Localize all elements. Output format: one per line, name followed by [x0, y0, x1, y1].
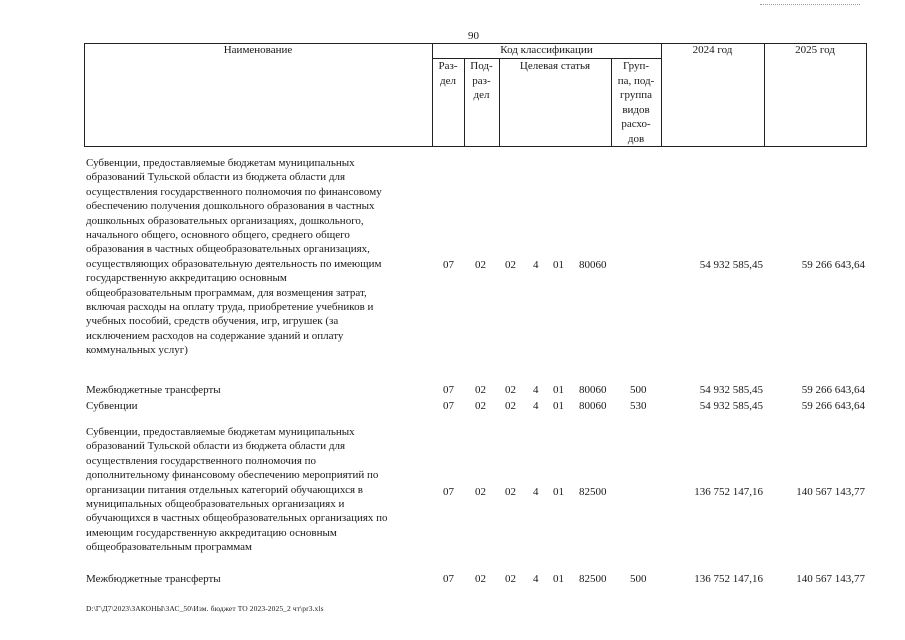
row-2024: 136 752 147,16 [694, 486, 763, 498]
row-target-2: 4 [533, 384, 539, 396]
row-podrazdel: 02 [475, 400, 486, 412]
row-2024: 54 932 585,45 [699, 400, 763, 412]
header-code-group: Код классификации [500, 44, 593, 56]
header-name: Наименование [223, 44, 293, 56]
row-razdel: 07 [443, 400, 454, 412]
row-target-1: 02 [505, 384, 516, 396]
header-podrazdel: Под- раз- дел [470, 60, 493, 101]
row-razdel: 07 [443, 573, 454, 585]
row-2025: 59 266 643,64 [801, 400, 865, 412]
row-2025: 59 266 643,64 [801, 384, 865, 396]
file-path-footer: D:\Г\Д7\2023\ЗАКОНЫ\ЗАС_50\Изм. бюджет ТО 2023-2025_2 чт\pr3.xls [86, 604, 324, 613]
row-target-4: 80060 [579, 400, 607, 412]
header-target: Целевая статья [519, 60, 591, 72]
row-podrazdel: 02 [475, 384, 486, 396]
row-podrazdel: 02 [475, 573, 486, 585]
row-group: 500 [630, 573, 647, 585]
row-target-2: 4 [533, 573, 539, 585]
row-target-3: 01 [553, 573, 564, 585]
row-target-2: 4 [533, 259, 539, 271]
row-podrazdel: 02 [475, 259, 486, 271]
row-target-2: 4 [533, 400, 539, 412]
row-2025: 140 567 143,77 [796, 573, 865, 585]
row-target-1: 02 [505, 400, 516, 412]
row-target-1: 02 [505, 259, 516, 271]
row-2024: 136 752 147,16 [694, 573, 763, 585]
header-2025: 2025 год [795, 44, 835, 56]
page-number: 90 [468, 30, 479, 42]
row-name: Субвенции, предоставляемые бюджетам муниципальных образований Тульской области из бюджета области для осуществления государственного полномочия по финансовому обеспечению получения дошкольного образования в частных дошкольных образовательных организациях, дошкольного, начального общего, основного общего, среднего общего образования в частных общеобразовательных организациях, осуществляющих образовательную деятельность по имеющим государственную аккредитацию основным общеобразовательным программам, для возмещения затрат, включая расходы на оплату труда, приобретение учебников и учебных пособий, средств обучения, игр, игрушек (за исключением расходов на содержание зданий и оплату коммунальных услуг) [86, 157, 382, 357]
top-scan-mark [760, 4, 860, 11]
row-target-1: 02 [505, 573, 516, 585]
row-target-3: 01 [553, 486, 564, 498]
row-target-2: 4 [533, 486, 539, 498]
row-target-3: 01 [553, 400, 564, 412]
row-name: Межбюджетные трансферты [86, 384, 221, 396]
row-name: Субвенции [86, 400, 138, 412]
row-razdel: 07 [443, 486, 454, 498]
row-target-4: 80060 [579, 259, 607, 271]
row-podrazdel: 02 [475, 486, 486, 498]
header-2024: 2024 год [692, 44, 733, 56]
row-group: 500 [630, 384, 647, 396]
row-name: Субвенции, предоставляемые бюджетам муниципальных образований Тульской области из бюджета области для осуществления государственного полномочия по дополнительному финансовому обеспечению мероприятий по организации питания отдельных категорий обучающихся в муниципальных общеобразовательных организациях и обучающихся в частных общеобразовательных организациях по имеющим государственную аккредитацию основным общеобразовательным программам [86, 426, 388, 554]
row-2025: 59 266 643,64 [801, 259, 865, 271]
row-target-4: 82500 [579, 486, 607, 498]
row-target-3: 01 [553, 384, 564, 396]
row-razdel: 07 [443, 384, 454, 396]
row-target-1: 02 [505, 486, 516, 498]
row-group: 530 [630, 400, 647, 412]
row-2024: 54 932 585,45 [699, 259, 763, 271]
row-2025: 140 567 143,77 [796, 486, 865, 498]
row-2024: 54 932 585,45 [699, 384, 763, 396]
row-target-3: 01 [553, 259, 564, 271]
header-razdel: Раз- дел [438, 60, 458, 87]
row-name: Межбюджетные трансферты [86, 573, 221, 585]
row-target-4: 82500 [579, 573, 607, 585]
row-target-4: 80060 [579, 384, 607, 396]
row-razdel: 07 [443, 259, 454, 271]
header-group: Груп- па, под- группа видов расхо- дов [617, 60, 655, 145]
